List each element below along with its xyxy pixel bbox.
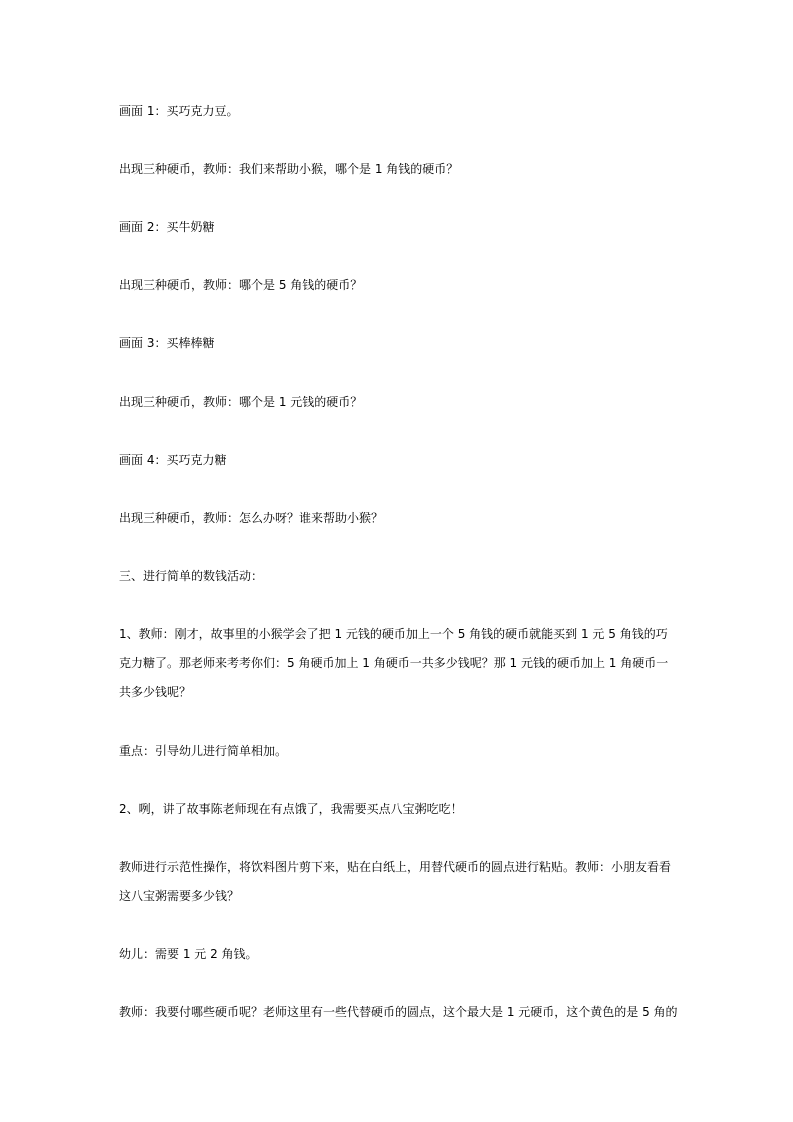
section-heading-counting-activity: 三、进行简单的数钱活动：	[119, 569, 264, 583]
paragraph-demo-operation: 教师进行示范性操作，将饮料图片剪下来，贴在白纸上，用替代硬币的圆点进行粘贴。教师：小朋友看看这八宝粥需要多少钱？	[119, 860, 672, 903]
paragraph-coin-question-2: 出现三种硬币，教师：哪个是 5 角钱的硬币？	[119, 278, 363, 292]
paragraph-child-answer: 幼儿：需要 1 元 2 角钱。	[119, 947, 258, 961]
paragraph-teacher-coins: 教师：我要付哪些硬币呢？老师这里有一些代替硬币的圆点，这个最大是 1 元硬币，这个黄色的是 5 角的	[119, 1005, 678, 1019]
paragraph-scene-1: 画面 1：买巧克力豆。	[119, 104, 239, 118]
paragraph-coin-question-4: 出现三种硬币，教师：怎么办呀？谁来帮助小猴？	[119, 511, 384, 525]
paragraph-coin-question-1: 出现三种硬币，教师：我们来帮助小猴，哪个是 1 角钱的硬币？	[119, 162, 459, 176]
paragraph-key-point: 重点：引导幼儿进行简单相加。	[119, 744, 288, 758]
paragraph-scene-2: 画面 2：买牛奶糖	[119, 220, 215, 234]
paragraph-scene-4: 画面 4：买巧克力糖	[119, 453, 227, 467]
paragraph-activity-2: 2、咧，讲了故事陈老师现在有点饿了，我需要买点八宝粥吃吃！	[119, 802, 463, 816]
paragraph-scene-3: 画面 3：买棒棒糖	[119, 336, 215, 350]
paragraph-coin-question-3: 出现三种硬币，教师：哪个是 1 元钱的硬币？	[119, 395, 363, 409]
paragraph-activity-1: 1、教师：刚才，故事里的小猴学会了把 1 元钱的硬币加上一个 5 角钱的硬币就能买到 1 元 5 角钱的巧克力糖了。那老师来考考你们：5 角硬币加上 1 角硬币一共多少钱呢？那 1 元钱的硬币加上 1 角硬币一共多少钱呢？	[119, 627, 669, 699]
